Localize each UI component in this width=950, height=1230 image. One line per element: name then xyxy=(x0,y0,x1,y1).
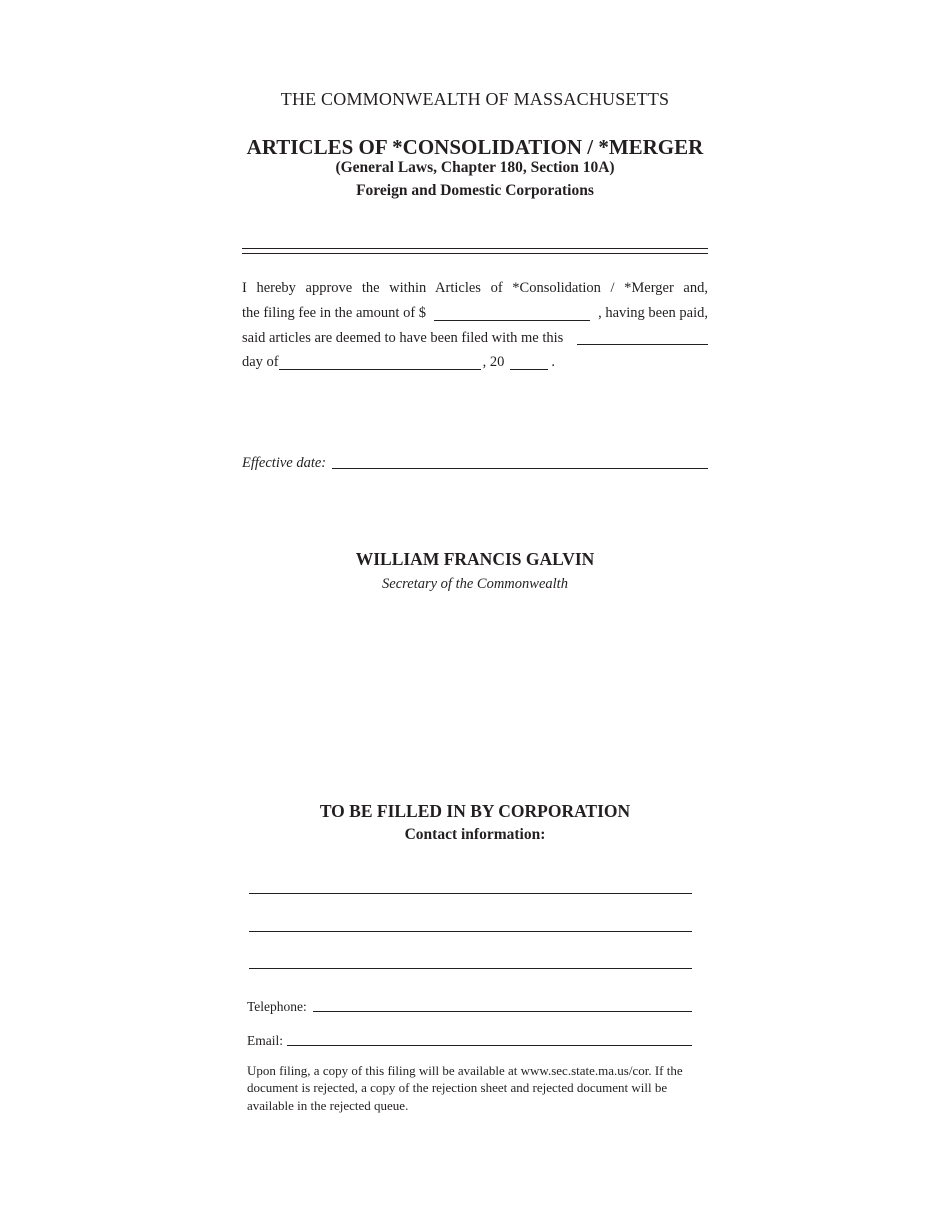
corporation-type: Foreign and Domestic Corporations xyxy=(356,182,594,199)
email-label: Email: xyxy=(247,1033,283,1048)
approval-statement xyxy=(242,276,708,375)
telephone-row xyxy=(247,995,692,1015)
contact-heading: Contact information: xyxy=(404,826,546,843)
email-field[interactable] xyxy=(287,1029,692,1046)
effective-date-field[interactable] xyxy=(332,452,708,469)
filed-day-field[interactable] xyxy=(577,328,708,345)
approval-line-3 xyxy=(242,326,708,351)
fee-paid-label: , having been paid, xyxy=(598,304,708,321)
commonwealth-heading: THE COMMONWEALTH OF MASSACHUSETTS xyxy=(280,89,670,109)
secretary-title: Secretary of the Commonwealth xyxy=(382,576,568,592)
secretary-name: WILLIAM FRANCIS GALVIN xyxy=(355,549,595,569)
period: . xyxy=(551,354,556,371)
effective-date-row xyxy=(242,452,708,472)
law-reference: (General Laws, Chapter 180, Section 10A) xyxy=(335,159,615,176)
telephone-label: Telephone: xyxy=(247,999,307,1014)
approval-line-2 xyxy=(242,301,708,326)
contact-line-2[interactable] xyxy=(249,931,692,932)
approval-line-4 xyxy=(242,350,708,375)
divider-bottom xyxy=(242,253,708,254)
corporation-heading: TO BE FILLED IN BY CORPORATION xyxy=(319,801,631,821)
contact-line-1[interactable] xyxy=(249,893,692,894)
document-title: ARTICLES OF *CONSOLIDATION / *MERGER xyxy=(246,135,704,159)
filing-fee-field[interactable] xyxy=(434,304,590,321)
filing-notice: Upon filing, a copy of this filing will be available at www.sec.state.ma.us/cor. If the document is rejected, a copy of the rejection sheet and rejected document will be available in the rejected queue. xyxy=(247,1063,683,1113)
contact-line-3[interactable] xyxy=(249,968,692,969)
month-label: day of xyxy=(242,354,279,371)
filed-year-field[interactable] xyxy=(510,353,548,370)
year-prefix: , 20 xyxy=(482,354,505,371)
filed-month-field[interactable] xyxy=(279,353,481,370)
filing-fee-label: the filing fee in the amount of $ xyxy=(242,304,427,321)
effective-date-label: Effective date: xyxy=(242,455,327,471)
approval-line-1: I hereby approve the within Articles of *Consolidation / *Merger and, xyxy=(242,280,708,296)
telephone-field[interactable] xyxy=(313,995,692,1012)
email-row xyxy=(247,1029,692,1049)
divider-top xyxy=(242,248,708,249)
filed-day-label: said articles are deemed to have been filed with me this xyxy=(242,329,564,346)
